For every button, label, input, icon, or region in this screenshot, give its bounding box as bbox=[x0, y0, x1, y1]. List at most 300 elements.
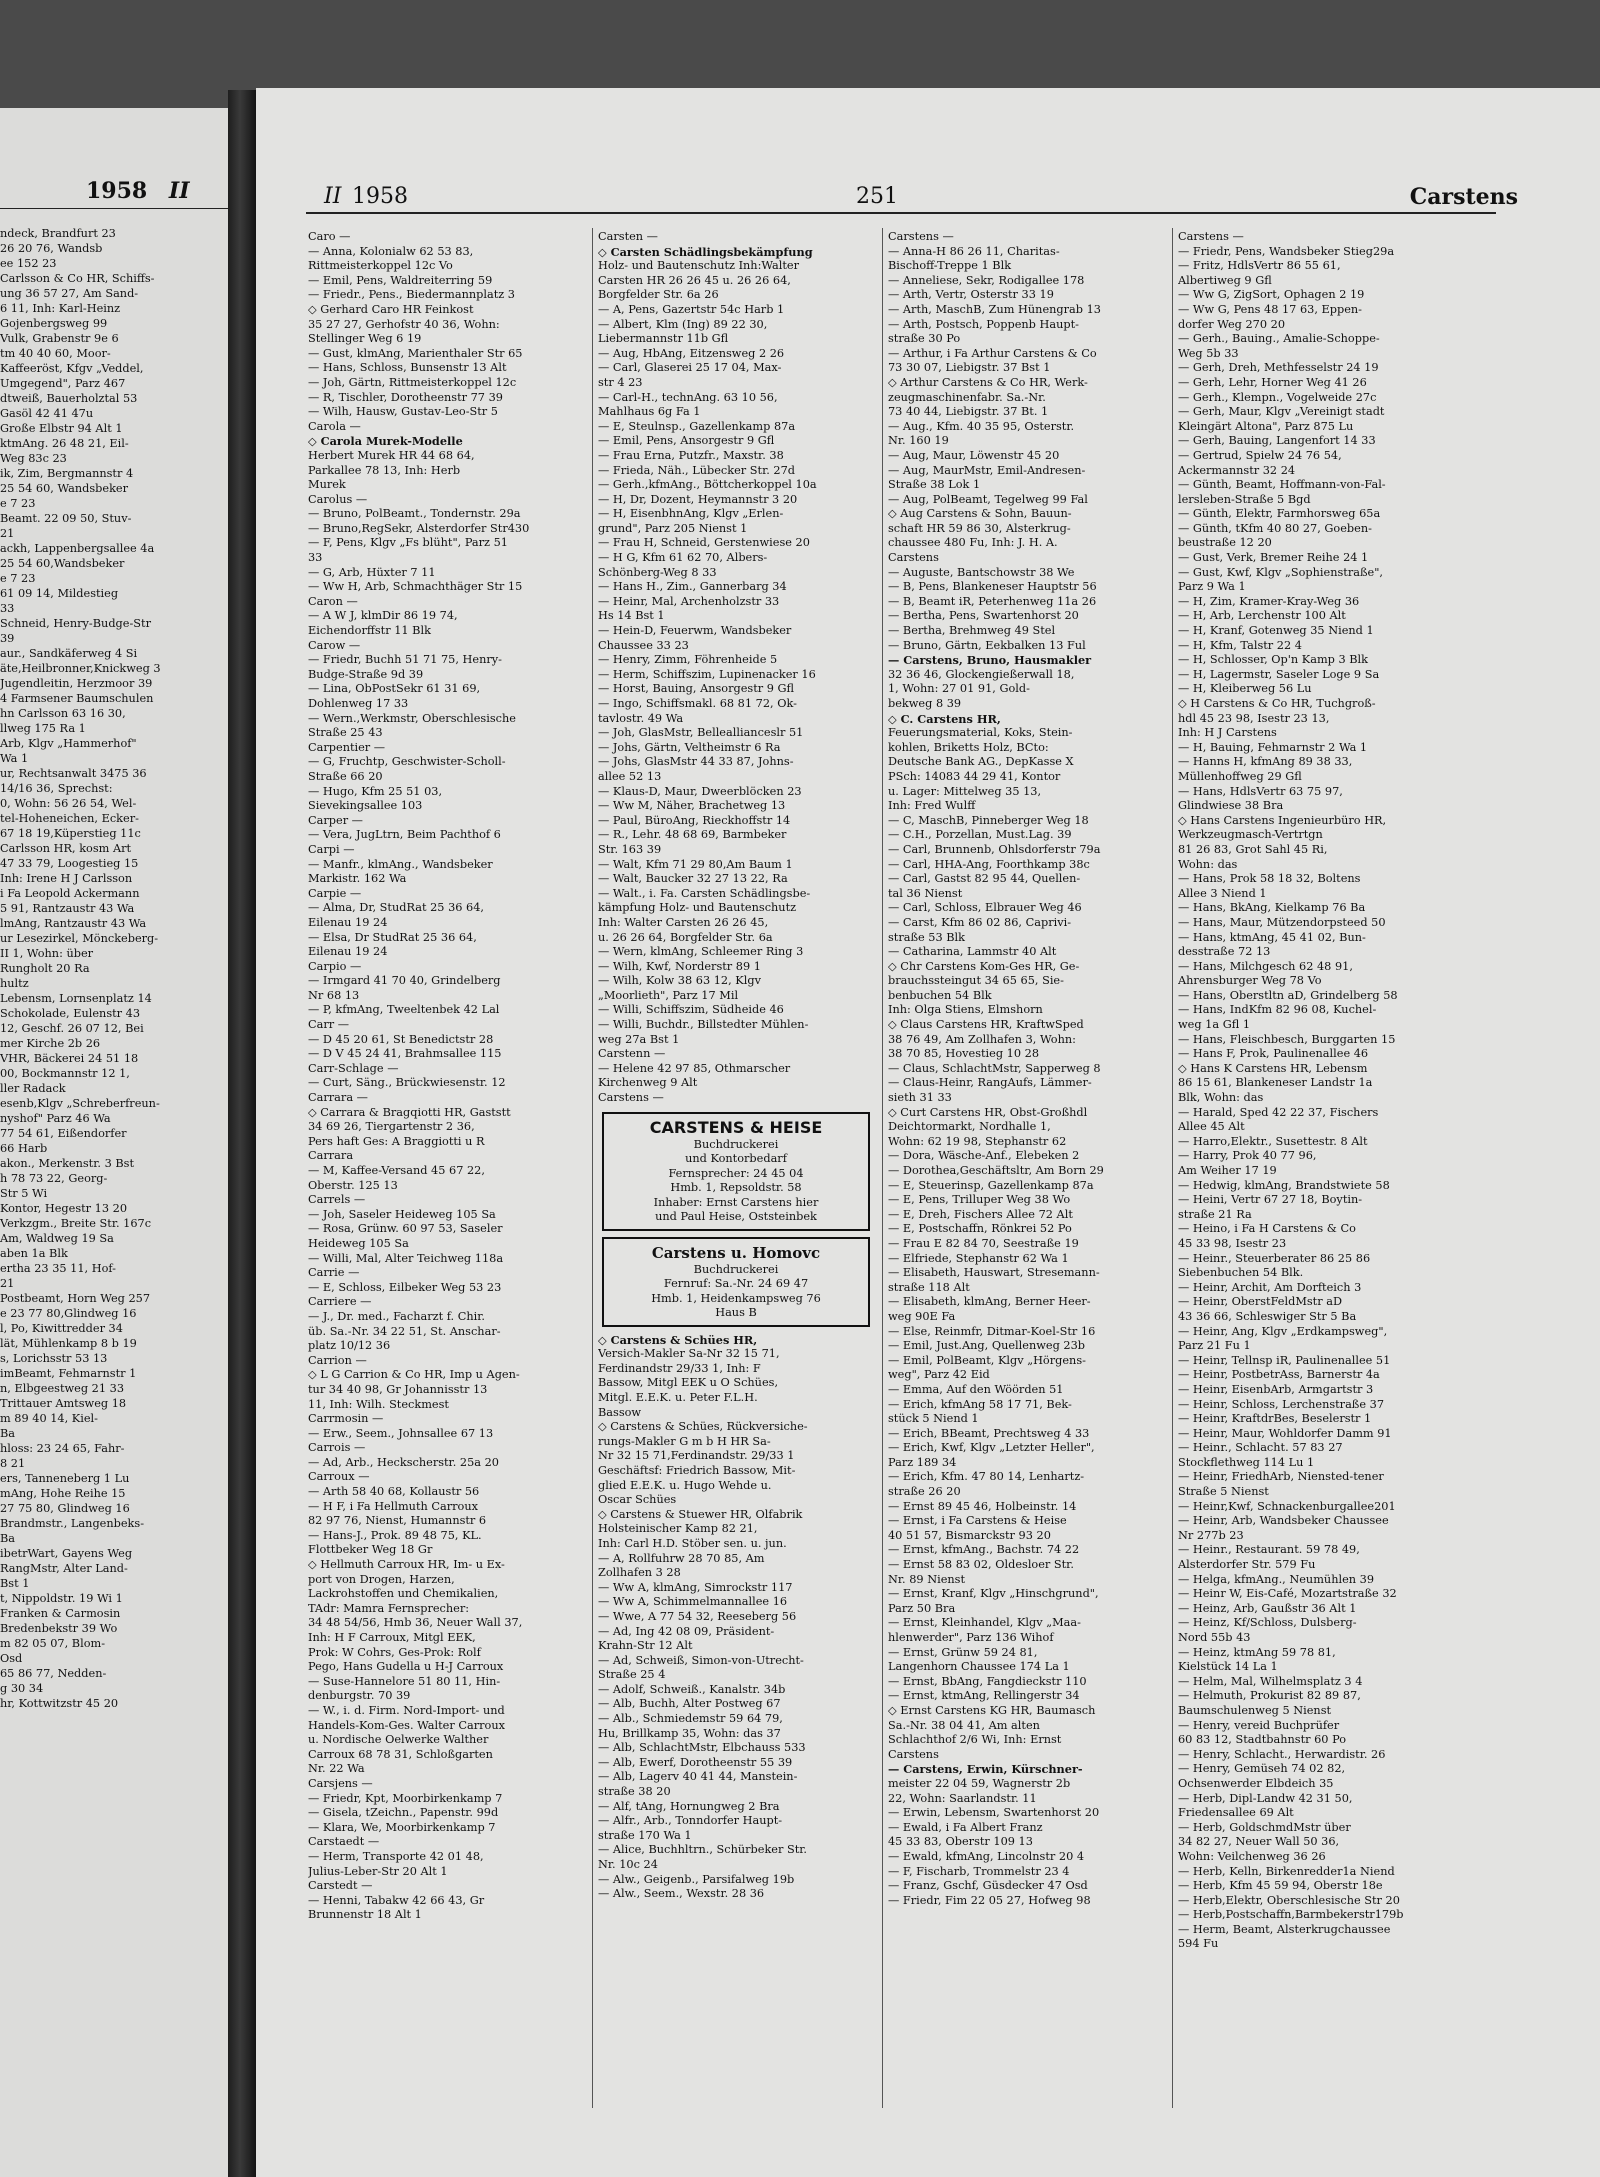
entry-line: — Alice, Buchhltrn., Schürbeker Str. bbox=[598, 1843, 808, 1857]
entry-line: chaussee 480 Fu, Inh: J. H. A. bbox=[888, 536, 1058, 550]
entry-line: — Heinr, EisenbArb, Armgartstr 3 bbox=[1178, 1382, 1374, 1396]
left-page-line: Verkzgm., Breite Str. 167c bbox=[0, 1217, 152, 1230]
entry-line: — A, Rollfuhrw 28 70 85, Am bbox=[598, 1551, 765, 1565]
entry-line: Allee 3 Niend 1 bbox=[1178, 886, 1267, 900]
entry-line: 40 51 57, Bismarckstr 93 20 bbox=[888, 1528, 1051, 1542]
entry-line: Carsten HR 26 26 45 u. 26 26 64, bbox=[598, 273, 791, 287]
entry-line: — Gertrud, Spielw 24 76 54, bbox=[1178, 448, 1342, 462]
left-page-line: Vulk, Grabenstr 9e 6 bbox=[0, 332, 119, 345]
entry-line: Carpentier — bbox=[308, 740, 386, 754]
entry-line: — Willi, Mal, Alter Teichweg 118a bbox=[308, 1251, 504, 1265]
left-page-line: hultz bbox=[0, 977, 29, 990]
advertisement-line: Hmb. 1, Heidenkampsweg 76 bbox=[651, 1291, 821, 1305]
entry-line: — Erich, BBeamt, Prechtsweg 4 33 bbox=[888, 1426, 1090, 1440]
advertisement-line: Fernsprecher: 24 45 04 bbox=[668, 1166, 804, 1180]
entry-line: — Bruno,RegSekr, Alsterdorfer Str430 bbox=[308, 521, 530, 535]
entry-line: Carstens — bbox=[1178, 230, 1244, 243]
left-page-line: mer Kirche 2b 26 bbox=[0, 1037, 101, 1050]
entry-line: — Vera, JugLtrn, Beim Pachthof 6 bbox=[308, 828, 501, 842]
entry-line: ◇ Carsten Schädlingsbekämpfung bbox=[598, 244, 813, 259]
entry-line: — Franz, Gschf, Güsdecker 47 Osd bbox=[888, 1879, 1088, 1893]
entry-line: Carstens bbox=[888, 551, 939, 565]
entry-line: Mahlhaus 6g Fa 1 bbox=[598, 405, 701, 419]
entry-line: Nr 32 15 71,Ferdinandstr. 29/33 1 bbox=[598, 1449, 795, 1463]
left-page-line: 00, Bockmannstr 12 1, bbox=[0, 1067, 130, 1080]
entry-line: — Johs, GlasMstr 44 33 87, Johns- bbox=[598, 755, 794, 769]
entry-line: straße 26 20 bbox=[888, 1485, 961, 1499]
left-page-line: Am, Waldweg 19 Sa bbox=[0, 1232, 114, 1245]
entry-line: schaft HR 59 86 30, Alsterkrug- bbox=[888, 521, 1071, 535]
entry-line: — Aug, HbAng, Eitzensweg 2 26 bbox=[598, 346, 785, 360]
entry-line: — Helmuth, Prokurist 82 89 87, bbox=[1178, 1689, 1361, 1703]
entry-line: 73 40 44, Liebigstr. 37 Bt. 1 bbox=[888, 405, 1049, 419]
left-page-line: ur, Rechtsanwalt 3475 36 bbox=[0, 767, 147, 780]
entry-line: TAdr: Mamra Fernsprecher: bbox=[308, 1601, 470, 1615]
entry-line: ◇ Aug Carstens & Sohn, Bauun- bbox=[888, 507, 1072, 521]
entry-line: — Ww G, ZigSort, Ophagen 2 19 bbox=[1178, 288, 1365, 302]
entry-line: — Herb, Kelln, Birkenredder1a Niend bbox=[1178, 1864, 1395, 1878]
entry-line: Werkzeugmasch-Vertrtgn bbox=[1178, 828, 1323, 842]
left-page-line: Beamt. 22 09 50, Stuv- bbox=[0, 512, 132, 525]
entry-line: 22, Wohn: Saarlandstr. 11 bbox=[888, 1791, 1037, 1805]
entry-line: — Herb,Elektr, Oberschlesische Str 20 bbox=[1178, 1893, 1400, 1907]
entry-line: straße 21 Ra bbox=[1178, 1207, 1252, 1221]
entry-line: ◇ Carola Murek-Modelle bbox=[308, 434, 463, 449]
left-page-line: Ba bbox=[0, 1532, 16, 1545]
entry-line: — Wilh, Kwf, Norderstr 89 1 bbox=[598, 959, 761, 973]
entry-line: Carrara bbox=[308, 1149, 354, 1163]
advertisement-line: Hmb. 1, Repsoldstr. 58 bbox=[670, 1181, 802, 1195]
entry-line: — Ernst 58 83 02, Oldesloer Str. bbox=[888, 1558, 1074, 1572]
entry-line: dorfer Weg 270 20 bbox=[1178, 317, 1286, 331]
left-page-line: Kontor, Hegestr 13 20 bbox=[0, 1202, 128, 1215]
entry-line: — D V 45 24 41, Brahmsallee 115 bbox=[308, 1047, 502, 1061]
entry-line: Schlachthof 2/6 Wi, Inh: Ernst bbox=[888, 1733, 1062, 1747]
entry-line: — H, Zim, Kramer-Kray-Weg 36 bbox=[1178, 594, 1360, 608]
entry-line: Markistr. 162 Wa bbox=[308, 872, 407, 886]
entry-line: Julius-Leber-Str 20 Alt 1 bbox=[308, 1864, 448, 1878]
entry-line: — Erwin, Lebensm, Swartenhorst 20 bbox=[888, 1806, 1100, 1820]
entry-line: Carpie — bbox=[308, 886, 362, 900]
entry-line: — Carst, Kfm 86 02 86, Caprivi- bbox=[888, 915, 1072, 929]
entry-line: — Elisabeth, klmAng, Berner Heer- bbox=[888, 1295, 1091, 1309]
entry-line: Eilenau 19 24 bbox=[308, 915, 388, 929]
entry-line: — Dora, Wäsche-Anf., Elebeken 2 bbox=[888, 1149, 1080, 1163]
entry-line: Carsten — bbox=[598, 230, 658, 243]
entry-line: — Friedr, Fim 22 05 27, Hofweg 98 bbox=[888, 1893, 1091, 1907]
entry-line: — Dorothea,Geschäftsltr, Am Born 29 bbox=[888, 1164, 1104, 1177]
entry-line: Carr — bbox=[308, 1018, 350, 1032]
entry-line: — Ww A, Schimmelmannallee 16 bbox=[598, 1595, 788, 1609]
entry-line: straße 30 Po bbox=[888, 332, 961, 346]
left-page-line: Carlsson & Co HR, Schiffs- bbox=[0, 272, 155, 285]
left-page-line: esenb,Klgv „Schreberfreun- bbox=[0, 1097, 160, 1110]
left-page-line: 77 54 61, Eißendorfer bbox=[0, 1127, 127, 1140]
entry-line: sieth 31 33 bbox=[888, 1091, 952, 1105]
entry-line: — Frieda, Näh., Lübecker Str. 27d bbox=[598, 463, 796, 477]
entry-line: — Carl, HHA-Ang, Foorthkamp 38c bbox=[888, 857, 1090, 871]
entry-line: — Hans, IndKfm 82 96 08, Kuchel- bbox=[1178, 1003, 1377, 1017]
entry-line: 38 70 85, Hovestieg 10 28 bbox=[888, 1047, 1040, 1061]
entry-line: hdl 45 23 98, Isestr 23 13, bbox=[1178, 711, 1330, 725]
entry-line: — Alf, tAng, Hornungweg 2 Bra bbox=[598, 1799, 780, 1813]
entry-line: u. Lager: Mittelweg 35 13, bbox=[888, 784, 1042, 798]
entry-line: Budge-Straße 9d 39 bbox=[308, 667, 424, 681]
entry-line: — Else, Reinmfr, Ditmar-Koel-Str 16 bbox=[888, 1324, 1096, 1338]
entry-line: — Carl, Gastst 82 95 44, Quellen- bbox=[888, 872, 1081, 886]
entry-line: Straße 66 20 bbox=[308, 769, 383, 783]
entry-line: — Ingo, Schiffsmakl. 68 81 72, Ok- bbox=[598, 697, 797, 710]
entry-line: — Ww A, klmAng, Simrockstr 117 bbox=[598, 1580, 793, 1594]
entry-line: kohlen, Briketts Holz, BCto: bbox=[888, 740, 1049, 754]
entry-line: — Elsa, Dr StudRat 25 36 64, bbox=[308, 930, 477, 944]
page-header bbox=[256, 184, 1600, 212]
entry-line: rungs-Makler G m b H HR Sa- bbox=[598, 1434, 771, 1448]
entry-line: benbuchen 54 Blk bbox=[888, 988, 992, 1002]
entry-line: Carola — bbox=[308, 419, 361, 433]
entry-line: Feuerungsmaterial, Koks, Stein- bbox=[888, 726, 1073, 740]
entry-line: Pego, Hans Gudella u H-J Carroux bbox=[308, 1660, 504, 1674]
entry-line: Nr. 22 Wa bbox=[308, 1762, 365, 1776]
entry-line: ◇ Carstens & Schües, Rückversiche- bbox=[598, 1420, 808, 1434]
entry-line: Carstaedt — bbox=[308, 1835, 380, 1849]
entry-line: u. 26 26 64, Borgfelder Str. 6a bbox=[598, 930, 773, 944]
entry-line: 34 48 54/56, Hmb 36, Neuer Wall 37, bbox=[308, 1616, 523, 1630]
entry-line: Hu, Brillkamp 35, Wohn: das 37 bbox=[598, 1726, 781, 1740]
entry-line: hlenwerder", Parz 136 Wihof bbox=[888, 1631, 1054, 1644]
entry-line: Kielstück 14 La 1 bbox=[1178, 1660, 1278, 1674]
entry-line: — Gust, klmAng, Marienthaler Str 65 bbox=[308, 346, 523, 360]
entry-line: — D 45 20 61, St Benedictstr 28 bbox=[308, 1032, 494, 1046]
entry-line: Ochsenwerder Elbdeich 35 bbox=[1178, 1776, 1334, 1790]
left-page-line: llweg 175 Ra 1 bbox=[0, 722, 86, 735]
entry-line: — Klaus-D, Maur, Dweerblöcken 23 bbox=[598, 784, 802, 798]
left-page-line: g 30 34 bbox=[0, 1682, 44, 1695]
entry-line: — H F, i Fa Hellmuth Carroux bbox=[308, 1499, 478, 1513]
entry-line: — B, Beamt iR, Peterhenweg 11a 26 bbox=[888, 594, 1097, 608]
entry-line: Carpio — bbox=[308, 959, 362, 973]
advertisement-line: und Kontorbedarf bbox=[685, 1152, 787, 1166]
entry-line: ◇ Hans Carstens Ingenieurbüro HR, bbox=[1178, 813, 1387, 827]
left-page-line: n, Elbgeestweg 21 33 bbox=[0, 1382, 125, 1395]
entry-line: Inh: Carl H.D. Stöber sen. u. jun. bbox=[598, 1536, 787, 1550]
entry-line: ◇ C. Carstens HR, bbox=[888, 711, 1001, 726]
entry-line: — Manfr., klmAng., Wandsbeker bbox=[308, 857, 493, 871]
left-page-line: 47 33 79, Loogestieg 15 bbox=[0, 857, 139, 870]
left-page-line: Rungholt 20 Ra bbox=[0, 962, 90, 975]
entry-line: — Johs, Gärtn, Veltheimstr 6 Ra bbox=[598, 740, 781, 754]
entry-line: — J., Dr. med., Facharzt f. Chir. bbox=[308, 1309, 485, 1323]
entry-line: grund", Parz 205 Nienst 1 bbox=[598, 521, 748, 535]
entry-line: tal 36 Nienst bbox=[888, 886, 963, 900]
entry-line: Carrion — bbox=[308, 1353, 367, 1367]
entry-line: — Walt, Kfm 71 29 80,Am Baum 1 bbox=[598, 857, 793, 871]
entry-line: — Aug, PolBeamt, Tegelweg 99 Fal bbox=[888, 492, 1088, 506]
left-page-line: Jugendleitin, Herzmoor 39 bbox=[0, 677, 153, 690]
entry-line: Bischoff-Treppe 1 Blk bbox=[888, 259, 1012, 273]
advertisement-line: Fernruf: Sa.-Nr. 24 69 47 bbox=[663, 1277, 809, 1291]
book-spine bbox=[228, 90, 258, 2177]
entry-line: u. Nordische Oelwerke Walther bbox=[308, 1733, 489, 1747]
entry-line: Oberstr. 125 13 bbox=[308, 1178, 398, 1192]
entry-line: — Harry, Prok 40 77 96, bbox=[1178, 1149, 1317, 1163]
entry-line: — Gerh, Lehr, Horner Weg 41 26 bbox=[1178, 375, 1367, 389]
entry-line: — Heinr,Kwf, Schnackenburgallee201 bbox=[1178, 1499, 1396, 1513]
entry-line: Zollhafen 3 28 bbox=[598, 1566, 681, 1580]
left-page-line: Schneid, Henry-Budge-Str bbox=[0, 617, 151, 630]
entry-line: Ackermannstr 32 24 bbox=[1178, 463, 1296, 477]
left-page-line: Kaffeeröst, Kfgv „Veddel, bbox=[0, 362, 144, 375]
entry-line: Carow — bbox=[308, 638, 361, 652]
entry-line: Parz 189 34 bbox=[888, 1455, 957, 1469]
entry-line: Carpi — bbox=[308, 842, 355, 856]
entry-line: — H, Bauing, Fehmarnstr 2 Wa 1 bbox=[1178, 740, 1368, 754]
entry-line: Holsteinischer Kamp 82 21, bbox=[598, 1522, 758, 1536]
entry-line: Parz 21 Fu 1 bbox=[1178, 1339, 1251, 1353]
entry-line: — Günth, Beamt, Hoffmann-von-Fal- bbox=[1178, 478, 1386, 492]
entry-line: lersleben-Straße 5 Bgd bbox=[1178, 492, 1311, 506]
entry-line: — Gust, Kwf, Klgv „Sophienstraße", bbox=[1178, 565, 1383, 579]
entry-line: — Gerh.,kfmAng., Böttcherkoppel 10a bbox=[598, 478, 817, 492]
entry-line: — H, Arb, Lerchenstr 100 Alt bbox=[1178, 609, 1346, 623]
entry-line: Straße 25 43 bbox=[308, 726, 383, 740]
entry-line: — Paul, BüroAng, Rieckhoffstr 14 bbox=[598, 813, 791, 827]
entry-line: Herbert Murek HR 44 68 64, bbox=[308, 448, 475, 462]
entry-line: — Heinr, FriedhArb, Niensted-tener bbox=[1178, 1470, 1384, 1484]
entry-line: weg 90E Fa bbox=[888, 1309, 956, 1323]
entry-line: ◇ Carstens & Stuewer HR, Olfabrik bbox=[598, 1507, 803, 1521]
entry-line: — Wilh, Kolw 38 63 12, Klgv bbox=[598, 974, 761, 988]
entry-line: 34 82 27, Neuer Wall 50 36, bbox=[1178, 1835, 1340, 1849]
left-page-line: hn Carlsson 63 16 30, bbox=[0, 707, 126, 720]
entry-line: Carrara — bbox=[308, 1091, 368, 1105]
entry-line: Inh: Fred Wulff bbox=[888, 799, 976, 813]
entry-line: Straße 38 Lok 1 bbox=[888, 478, 981, 492]
entry-line: — Rosa, Grünw. 60 97 53, Saseler bbox=[308, 1222, 503, 1236]
entry-line: Brunnenstr 18 Alt 1 bbox=[308, 1908, 422, 1922]
entry-line: — H G, Kfm 61 62 70, Albers- bbox=[598, 551, 768, 565]
left-page-header bbox=[86, 178, 190, 204]
left-page-line: 27 75 80, Glindweg 16 bbox=[0, 1502, 130, 1515]
entry-line: — Helm, Mal, Wilhelmsplatz 3 4 bbox=[1178, 1674, 1363, 1688]
entry-line: — Heinz, ktmAng 59 78 81, bbox=[1178, 1645, 1336, 1659]
entry-line: — H, Kleiberweg 56 Lu bbox=[1178, 682, 1312, 696]
left-page-line: Wa 1 bbox=[0, 752, 29, 765]
left-page-entries bbox=[0, 226, 228, 1711]
entry-line: meister 22 04 59, Wagnerstr 2b bbox=[888, 1776, 1071, 1790]
entry-line: glied E.E.K. u. Hugo Wehde u. bbox=[598, 1478, 772, 1492]
entry-line: ◇ Curt Carstens HR, Obst-Großhdl bbox=[888, 1105, 1088, 1119]
left-page-line: 65 86 77, Nedden- bbox=[0, 1667, 107, 1680]
entry-line: — Anna, Kolonialw 62 53 83, bbox=[308, 244, 474, 258]
entry-line: Baumschulenweg 5 Nienst bbox=[1178, 1703, 1332, 1717]
entry-line: — Walt., i. Fa. Carsten Schädlingsbe- bbox=[598, 886, 811, 900]
left-page-line: Trittauer Amtsweg 18 bbox=[0, 1397, 127, 1410]
advertisement-line: Buchdruckerei bbox=[693, 1262, 779, 1276]
entry-line: — E, Steuerinsp, Gazellenkamp 87a bbox=[888, 1178, 1094, 1192]
entry-line: ◇ Ernst Carstens KG HR, Baumasch bbox=[888, 1703, 1096, 1717]
entry-line: Glindwiese 38 Bra bbox=[1178, 799, 1284, 813]
left-page-line: Gasöl 42 41 47u bbox=[0, 407, 94, 420]
left-page-line: aben 1a Blk bbox=[0, 1247, 68, 1260]
left-page-line: Ba bbox=[0, 1427, 16, 1440]
entry-line: straße 53 Blk bbox=[888, 930, 966, 944]
entry-line: — Heinr., Steuerberater 86 25 86 bbox=[1178, 1251, 1371, 1265]
entry-line: — E, Dreh, Fischers Allee 72 Alt bbox=[888, 1207, 1073, 1221]
entry-line: ◇ Arthur Carstens & Co HR, Werk- bbox=[888, 375, 1088, 389]
entry-line: — Gerh, Dreh, Methfesselstr 24 19 bbox=[1178, 361, 1379, 375]
entry-line: brauchssteingut 34 65 65, Sie- bbox=[888, 974, 1064, 988]
entry-line: Langenhorn Chaussee 174 La 1 bbox=[888, 1660, 1070, 1674]
entry-line: üb. Sa.-Nr. 34 22 51, St. Anschar- bbox=[308, 1324, 501, 1338]
left-page-line: ung 36 57 27, Am Sand- bbox=[0, 287, 139, 300]
entry-line: — C, MaschB, Pinneberger Weg 18 bbox=[888, 813, 1089, 827]
entry-line: Ferdinandstr 29/33 1, Inh: F bbox=[598, 1361, 761, 1375]
entry-line: — R, Tischler, Dorotheenstr 77 39 bbox=[308, 390, 503, 404]
entry-line: — Heinr, PostbetrAss, Barnerstr 4a bbox=[1178, 1368, 1380, 1382]
entry-line: — Heinr, Mal, Archenholzstr 33 bbox=[598, 594, 780, 608]
entry-line: Carolus — bbox=[308, 492, 368, 506]
left-page-line: Schokolade, Eulenstr 43 bbox=[0, 1007, 141, 1020]
entry-line: Sievekingsallee 103 bbox=[308, 799, 423, 813]
entry-line: — Hans H., Zim., Gannerbarg 34 bbox=[598, 580, 787, 594]
entry-line: ◇ L G Carrion & Co HR, Imp u Agen- bbox=[308, 1368, 520, 1382]
entry-line: — Carstens, Erwin, Kürschner- bbox=[888, 1762, 1083, 1777]
left-page-line: 25 54 60, Wandsbeker bbox=[0, 482, 129, 495]
entry-line: — Suse-Hannelore 51 80 11, Hin- bbox=[308, 1674, 501, 1688]
entry-line: Inh: H F Carroux, Mitgl EEK, bbox=[308, 1631, 476, 1644]
entry-line: Deichtormarkt, Nordhalle 1, bbox=[888, 1120, 1051, 1134]
left-page bbox=[0, 108, 232, 2177]
entry-line: — Carl, Glaserei 25 17 04, Max- bbox=[598, 361, 782, 375]
entry-line: — Hans, Prok 58 18 32, Boltens bbox=[1178, 872, 1361, 886]
left-page-line: Inh: Irene H J Carlsson bbox=[0, 872, 133, 885]
header-part: II bbox=[324, 184, 342, 209]
entry-line: — Bruno, Gärtn, Eekbalken 13 Ful bbox=[888, 638, 1086, 652]
entry-line: — Heinr, Tellnsp iR, Paulinenallee 51 bbox=[1178, 1353, 1391, 1367]
entry-line: — Walt, Baucker 32 27 13 22, Ra bbox=[598, 872, 788, 886]
entry-line: — Anneliese, Sekr, Rodigallee 178 bbox=[888, 273, 1085, 287]
entry-line: — Claus, SchlachtMstr, Sapperweg 8 bbox=[888, 1061, 1101, 1075]
entry-line: — H, Kranf, Gotenweg 35 Niend 1 bbox=[1178, 624, 1374, 638]
entry-line: — Henry, Schlacht., Herwardistr. 26 bbox=[1178, 1747, 1386, 1761]
entry-line: — Erich, Kwf, Klgv „Letzter Heller", bbox=[888, 1441, 1095, 1455]
advertisement-line: Inhaber: Ernst Carstens hier bbox=[653, 1195, 819, 1209]
entry-line: — E, Schloss, Eilbeker Weg 53 23 bbox=[308, 1280, 502, 1294]
entry-line: — Gerh, Maur, Klgv „Vereinigt stadt bbox=[1178, 405, 1385, 419]
entry-line: Blk, Wohn: das bbox=[1178, 1091, 1264, 1105]
entry-line: — Erich, kfmAng 58 17 71, Bek- bbox=[888, 1397, 1072, 1411]
entry-line: — Hans F, Prok, Paulinenallee 46 bbox=[1178, 1047, 1369, 1061]
entry-line: — Curt, Säng., Brückwiesenstr. 12 bbox=[308, 1076, 506, 1090]
entry-line: Inh: H J Carstens bbox=[1178, 726, 1277, 740]
entry-line: — A W J, klmDir 86 19 74, bbox=[308, 609, 458, 623]
entry-line: — Gust, Verk, Bremer Reihe 24 1 bbox=[1178, 551, 1369, 565]
entry-line: — R., Lehr. 48 68 69, Barmbeker bbox=[598, 828, 787, 842]
entry-line: — Claus-Heinr, RangAufs, Lämmer- bbox=[888, 1076, 1092, 1090]
left-page-line: 14/16 36, Sprechst: bbox=[0, 782, 113, 795]
entry-line: — Anna-H 86 26 11, Charitas- bbox=[888, 244, 1060, 258]
entry-line: — Alb, Lagerv 40 41 44, Manstein- bbox=[598, 1770, 798, 1784]
entry-line: Hs 14 Bst 1 bbox=[598, 609, 665, 623]
entry-line: Nr. 89 Nienst bbox=[888, 1572, 965, 1586]
entry-line: — E, Steulnsp., Gazellenkamp 87a bbox=[598, 419, 796, 433]
directory-page bbox=[256, 88, 1600, 2177]
left-page-line: Bredenbekstr 39 Wo bbox=[0, 1622, 118, 1635]
left-page-line: 21 bbox=[0, 527, 15, 540]
entry-line: Caron — bbox=[308, 594, 358, 608]
entry-line: — Alb, Buchh, Alter Postweg 67 bbox=[598, 1697, 781, 1711]
entry-line: — H, Schlosser, Op'n Kamp 3 Blk bbox=[1178, 653, 1369, 667]
entry-line: — Alb, SchlachtMstr, Elbchauss 533 bbox=[598, 1741, 806, 1755]
entry-line: — Wern.,Werkmstr, Oberschlesische bbox=[308, 711, 516, 725]
column-3 bbox=[888, 230, 1164, 1908]
entry-line: — Irmgard 41 70 40, Grindelberg bbox=[308, 974, 501, 988]
entry-line: Schönberg-Weg 8 33 bbox=[598, 565, 717, 579]
entry-line: straße 118 Alt bbox=[888, 1280, 970, 1294]
left-page-line: ller Radack bbox=[0, 1082, 66, 1095]
advertisement-line: Haus B bbox=[715, 1306, 757, 1320]
entry-line: Inh: Walter Carsten 26 26 45, bbox=[598, 915, 769, 929]
entry-line: — Hans, Oberstltn aD, Grindelberg 58 bbox=[1178, 988, 1398, 1002]
entry-line: — Carl, Schloss, Elbrauer Weg 46 bbox=[888, 901, 1082, 915]
entry-line: — Heinr, Schloss, Lerchenstraße 37 bbox=[1178, 1397, 1385, 1411]
entry-line: — Hans, ktmAng, 45 41 02, Bun- bbox=[1178, 930, 1366, 944]
entry-line: — Henni, Tabakw 42 66 43, Gr bbox=[308, 1893, 485, 1907]
entry-line: — Emil, Pens, Ansorgestr 9 Gfl bbox=[598, 434, 775, 448]
advertisement-box bbox=[602, 1237, 870, 1327]
entry-line: desstraße 72 13 bbox=[1178, 945, 1271, 959]
column-divider bbox=[882, 228, 883, 2108]
left-page-line: Arb, Klgv „Hammerhof" bbox=[0, 737, 137, 750]
entry-line: — E, Postschaffn, Rönkrei 52 Po bbox=[888, 1222, 1072, 1236]
left-page-line: 66 Harb bbox=[0, 1142, 48, 1155]
left-page-line: e 7 23 bbox=[0, 497, 36, 510]
entry-line: — Ww H, Arb, Schmachthäger Str 15 bbox=[308, 580, 523, 594]
entry-line: Geschäftsf: Friedrich Bassow, Mit- bbox=[598, 1463, 796, 1477]
entry-line: — Ewald, i Fa Albert Franz bbox=[888, 1820, 1043, 1834]
page-number: 251 bbox=[856, 184, 898, 209]
left-page-line: ik, Zim, Bergmannstr 4 bbox=[0, 467, 134, 480]
left-page-line: 6 11, Inh: Karl-Heinz bbox=[0, 302, 121, 315]
entry-line: — Heinz, Arb, Gaußstr 36 Alt 1 bbox=[1178, 1601, 1357, 1615]
left-page-line: 5 91, Rantzaustr 43 Wa bbox=[0, 902, 135, 915]
entry-line: Caro — bbox=[308, 230, 351, 243]
left-page-year: 1958 bbox=[86, 178, 148, 204]
entry-line: Pers haft Ges: A Braggiotti u R bbox=[308, 1134, 485, 1148]
entry-line: — Wwe, A 77 54 32, Reeseberg 56 bbox=[598, 1609, 797, 1623]
entry-line: — H, Kfm, Talstr 22 4 bbox=[1178, 638, 1302, 652]
left-page-line: 67 18 19,Küperstieg 11c bbox=[0, 827, 141, 840]
entry-line: Carrels — bbox=[308, 1193, 366, 1207]
entry-line: — Hans, Milchgesch 62 48 91, bbox=[1178, 959, 1353, 973]
entry-line: Am Weiher 17 19 bbox=[1178, 1164, 1277, 1177]
left-page-line: e 23 77 80,Glindweg 16 bbox=[0, 1307, 137, 1320]
entry-line: Parkallee 78 13, Inh: Herb bbox=[308, 463, 461, 477]
entry-line: — Hans, Fleischbesch, Burggarten 15 bbox=[1178, 1032, 1396, 1046]
entry-line: — Horst, Bauing, Ansorgestr 9 Gfl bbox=[598, 682, 795, 696]
entry-line: Dohlenweg 17 33 bbox=[308, 697, 409, 710]
left-page-line: Str 5 Wi bbox=[0, 1187, 48, 1200]
entry-line: 38 76 49, Am Zollhafen 3, Wohn: bbox=[888, 1032, 1076, 1046]
entry-line: Carrie — bbox=[308, 1266, 360, 1280]
left-page-line: ertha 23 35 11, Hof- bbox=[0, 1262, 116, 1275]
entry-line: 43 36 66, Schleswiger Str 5 Ba bbox=[1178, 1309, 1357, 1323]
entry-line: Nord 55b 43 bbox=[1178, 1631, 1251, 1644]
left-page-line: 12, Geschf. 26 07 12, Bei bbox=[0, 1022, 144, 1035]
left-page-line: Große Elbstr 94 Alt 1 bbox=[0, 422, 123, 435]
entry-line: Prok: W Cohrs, Ges-Prok: Rolf bbox=[308, 1645, 481, 1659]
